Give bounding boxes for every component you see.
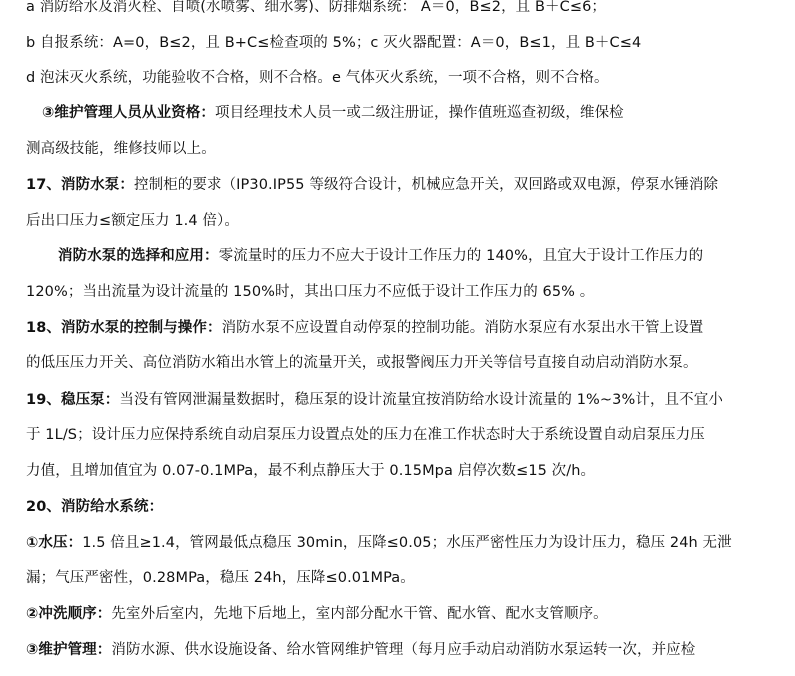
text-line-18 <box>26 603 773 625</box>
line-text: b 自报系统：A=0，B≤2，且 B+C≤检查项的 5%；c 灭火器配置：A＝0，B≤1，且 B＋C≤4 <box>26 35 642 51</box>
text-line-1 <box>26 0 773 18</box>
line-text: 项目经理技术人员一或二级注册证，操作值班巡查初级，维保检 <box>214 105 624 121</box>
text-line-12 <box>26 389 773 411</box>
line-text: 1.5 倍且≥1.4，管网最低点稳压 30min，压降≤0.05；水压严密性压力为设计压力，稳压 24h 无泄 <box>82 535 732 551</box>
line-heading: 20、消防给水系统： <box>26 499 164 515</box>
line-text: 后出口压力≤额定压力 1.4 倍）。 <box>26 213 239 229</box>
line-text: 当没有管网泄漏量数据时，稳压泵的设计流量宜按消防给水设计流量的 1%~3%计，且不宜小 <box>119 392 723 408</box>
line-heading: ③维护管理人员从业资格： <box>42 105 215 121</box>
line-text: 测高级技能，维修技师以上。 <box>26 141 216 157</box>
line-text: 消防水泵不应设置自动停泵的控制功能。消防水泵应有水泵出水干管上设置 <box>221 320 704 336</box>
text-line-5 <box>26 138 773 160</box>
line-heading: 17、消防水泵： <box>26 177 134 193</box>
text-line-9 <box>26 281 773 303</box>
text-line-16 <box>26 532 773 554</box>
line-heading: 19、稳压泵： <box>26 392 120 408</box>
line-text: 120%；当出流量为设计流量的 150%时，其出口压力不应低于设计工作压力的 65% 。 <box>26 284 595 300</box>
line-heading: ③维护管理： <box>26 642 112 658</box>
text-line-2 <box>26 32 773 54</box>
text-line-10 <box>26 317 773 339</box>
line-text: 零流量时的压力不应大于设计工作压力的 140%，且宜大于设计工作压力的 <box>218 248 704 264</box>
line-heading: ①水压： <box>26 535 83 551</box>
line-heading: ②冲洗顺序： <box>26 606 112 622</box>
text-line-4 <box>42 102 773 124</box>
line-text: d 泡沫灭火系统，功能验收不合格，则不合格。e 气体灭火系统，一项不合格，则不合格。 <box>26 70 609 86</box>
text-line-6 <box>26 174 773 196</box>
text-line-8 <box>58 245 773 267</box>
text-line-19 <box>26 639 773 661</box>
text-line-13 <box>26 424 773 446</box>
line-text: 的低压压力开关、高位消防水箱出水管上的流量开关，或报警阀压力开关等信号直接自动启动消防水泵。 <box>26 355 698 371</box>
line-text: 控制柜的要求（IP30.IP55 等级符合设计，机械应急开关，双回路或双电源，停泵水锤消除 <box>133 177 719 193</box>
line-heading: 消防水泵的选择和应用： <box>58 248 219 264</box>
text-line-3 <box>26 67 773 89</box>
text-line-7 <box>26 210 773 232</box>
line-text: 消防水源、供水设施设备、给水管网维护管理（每月应手动启动消防水泵运转一次，并应检 <box>111 642 696 658</box>
text-line-14 <box>26 460 773 482</box>
line-heading: 18、消防水泵的控制与操作： <box>26 320 222 336</box>
line-text: 于 1L/S；设计压力应保持系统自动启泵压力设置点处的压力在准工作状态时大于系统设置自动启泵压力压 <box>26 427 705 443</box>
line-text: a 消防给水及消火栓、自喷(水喷雾、细水雾)、防排烟系统： A＝0，B≤2，且 B＋C≤6； <box>26 0 607 15</box>
line-text: 先室外后室内，先地下后地上，室内部分配水干管、配水管、配水支管顺序。 <box>111 606 608 622</box>
text-line-17 <box>26 567 773 589</box>
text-line-15 <box>26 496 773 518</box>
line-text: 漏；气压严密性，0.28MPa，稳压 24h，压降≤0.01MPa。 <box>26 570 415 586</box>
text-line-11 <box>26 352 773 374</box>
line-text: 力值，且增加值宜为 0.07-0.1MPa，最不利点静压大于 0.15Mpa 启停次数≤15 次/h。 <box>26 463 596 479</box>
